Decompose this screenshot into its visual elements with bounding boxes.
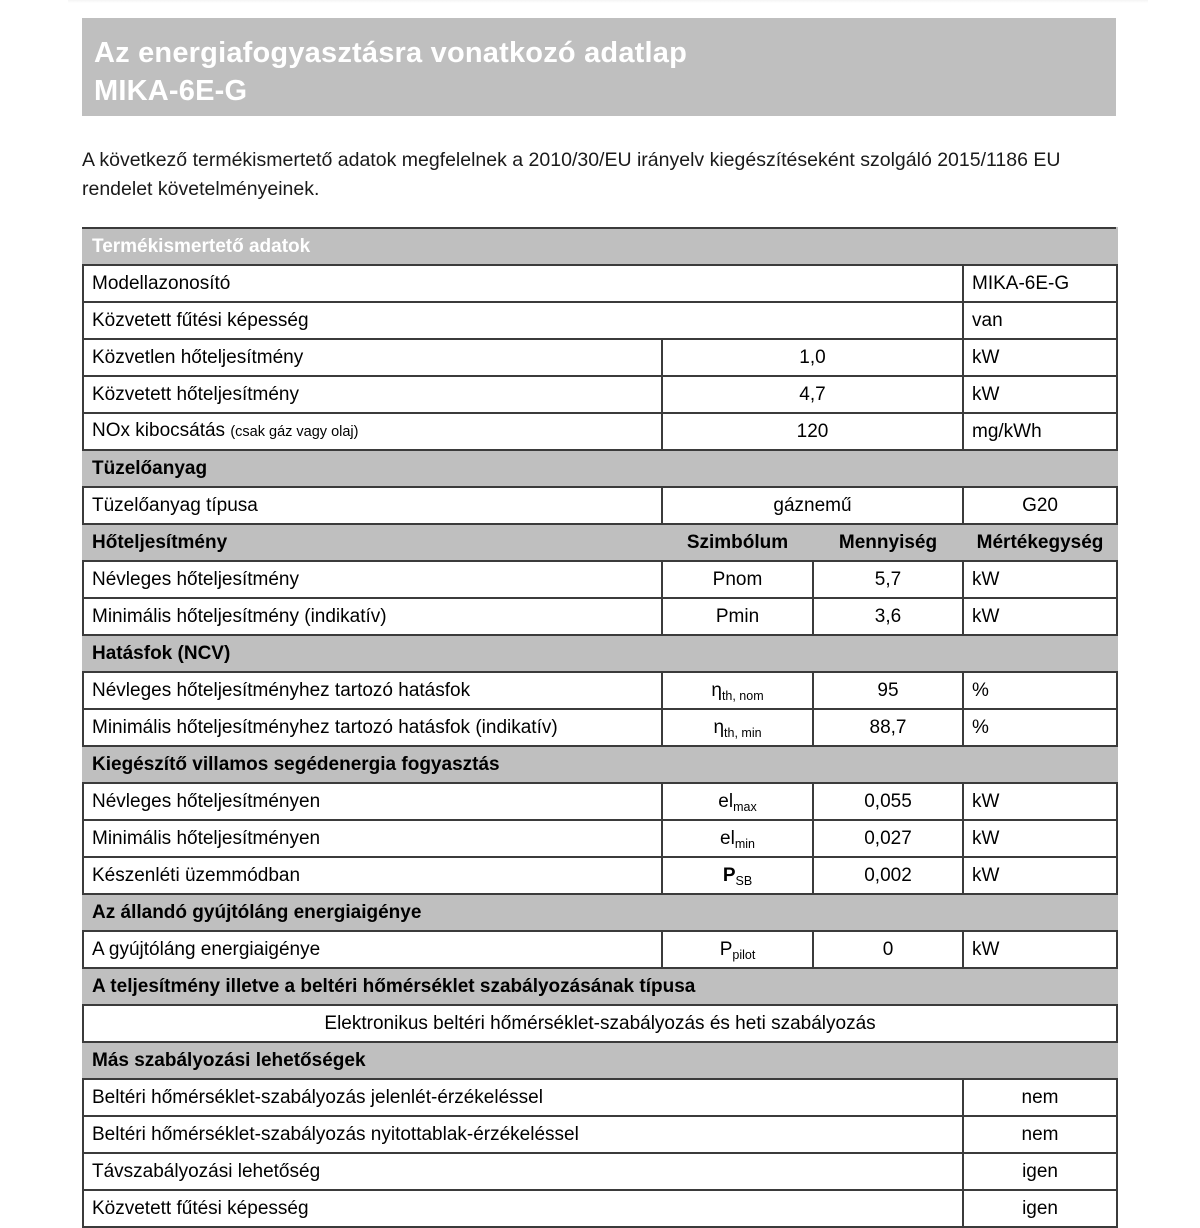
section-header-heat-output xyxy=(83,524,1117,561)
row-value-control-type: Elektronikus beltéri hőmérséklet-szabályozás és heti szabályozás xyxy=(83,1005,1117,1042)
symbol-base: η xyxy=(713,716,725,738)
section-title-product-info: Termékismertető adatok xyxy=(83,228,1117,265)
table-row xyxy=(83,598,1117,635)
row-quantity-pilot-energy: 0 xyxy=(813,931,963,968)
table-row xyxy=(83,783,1117,820)
table-row xyxy=(83,561,1117,598)
row-unit-el-minimum: kW xyxy=(963,820,1117,857)
table-row xyxy=(83,672,1117,709)
symbol-subscript: th, min xyxy=(724,725,762,740)
row-symbol-el-standby xyxy=(662,857,813,894)
model-name-title: MIKA-6E-G xyxy=(94,75,248,107)
row-unit-fuel-type: G20 xyxy=(963,487,1117,524)
row-label-nox-main: NOx kibocsátás xyxy=(92,420,226,441)
row-label-nox xyxy=(83,413,662,450)
row-quantity-nominal-output: 5,7 xyxy=(813,561,963,598)
table-row xyxy=(83,487,1117,524)
row-unit-nox: mg/kWh xyxy=(963,413,1117,450)
table-row xyxy=(83,1190,1117,1227)
symbol-base: P xyxy=(722,864,736,886)
row-symbol-eff-nominal xyxy=(662,672,813,709)
row-quantity-direct-heat-output: 1,0 xyxy=(662,339,963,376)
symbol-subscript: th, nom xyxy=(721,688,764,703)
page-top-edge xyxy=(68,0,1148,3)
row-symbol-minimum-output: Pmin xyxy=(662,598,813,635)
symbol-subscript: pilot xyxy=(732,947,756,962)
row-label-indirect-heating-capability: Közvetett fűtési képesség xyxy=(83,302,963,339)
row-unit-el-standby: kW xyxy=(963,857,1117,894)
section-header-fuel xyxy=(83,450,1117,487)
row-symbol-eff-minimum xyxy=(662,709,813,746)
table-row xyxy=(83,1116,1117,1153)
row-quantity-el-standby: 0,002 xyxy=(813,857,963,894)
row-value-model-id: MIKA-6E-G xyxy=(963,265,1117,302)
row-label-remote-control: Távszabályozási lehetőség xyxy=(83,1153,963,1190)
table-row xyxy=(83,1153,1117,1190)
section-header-control-type xyxy=(83,968,1117,1005)
row-label-el-minimum: Minimális hőteljesítményen xyxy=(83,820,662,857)
section-header-aux-electricity xyxy=(83,746,1117,783)
row-unit-eff-nominal: % xyxy=(963,672,1117,709)
row-quantity-el-nominal: 0,055 xyxy=(813,783,963,820)
table-row xyxy=(83,1005,1117,1042)
row-unit-minimum-output: kW xyxy=(963,598,1117,635)
section-title-aux-electricity: Kiegészítő villamos segédenergia fogyasztás xyxy=(83,746,1117,783)
table-row xyxy=(83,265,1117,302)
row-symbol-el-nominal xyxy=(662,783,813,820)
row-label-nominal-output: Névleges hőteljesítmény xyxy=(83,561,662,598)
row-label-model-id: Modellazonosító xyxy=(83,265,963,302)
symbol-base: el xyxy=(720,827,735,849)
row-value-open-window-detection: nem xyxy=(963,1116,1117,1153)
row-quantity-eff-nominal: 95 xyxy=(813,672,963,709)
section-title-other-controls: Más szabályozási lehetőségek xyxy=(83,1042,1117,1079)
section-title-control-type: A teljesítmény illetve a beltéri hőmérséklet szabályozásának típusa xyxy=(83,968,1117,1005)
document-title-banner xyxy=(82,18,1116,116)
row-unit-nominal-output: kW xyxy=(963,561,1117,598)
symbol-base: P xyxy=(719,938,733,960)
table-row xyxy=(83,302,1117,339)
symbol-subscript: max xyxy=(733,799,757,814)
row-label-direct-heat-output: Közvetlen hőteljesítmény xyxy=(83,339,662,376)
table-row xyxy=(83,820,1117,857)
table-row xyxy=(83,709,1117,746)
column-header-unit: Mértékegység xyxy=(963,524,1117,561)
row-label-indirect-heating: Közvetett fűtési képesség xyxy=(83,1190,963,1227)
page-title: Az energiafogyasztásra vonatkozó adatlap xyxy=(94,37,687,69)
row-value-presence-detection: nem xyxy=(963,1079,1117,1116)
section-header-efficiency xyxy=(83,635,1117,672)
row-label-nox-note: (csak gáz vagy olaj) xyxy=(230,424,359,440)
row-label-open-window-detection: Beltéri hőmérséklet-szabályozás nyitottablak-érzékeléssel xyxy=(83,1116,963,1153)
row-quantity-nox: 120 xyxy=(662,413,963,450)
row-label-eff-nominal: Névleges hőteljesítményhez tartozó hatásfok xyxy=(83,672,662,709)
row-value-remote-control: igen xyxy=(963,1153,1117,1190)
row-value-indirect-heating: igen xyxy=(963,1190,1117,1227)
row-unit-eff-minimum: % xyxy=(963,709,1117,746)
row-symbol-pilot-energy xyxy=(662,931,813,968)
row-symbol-el-minimum xyxy=(662,820,813,857)
row-label-fuel-type: Tüzelőanyag típusa xyxy=(83,487,662,524)
intro-paragraph: A következő termékismertető adatok megfelelnek a 2010/30/EU irányelv kiegészítéseként szolgáló 2015/1186 EU rendelet követelményeinek. xyxy=(82,149,1061,200)
row-label-minimum-output: Minimális hőteljesítmény (indikatív) xyxy=(83,598,662,635)
row-unit-pilot-energy: kW xyxy=(963,931,1117,968)
row-value-indirect-heating-capability: van xyxy=(963,302,1117,339)
row-quantity-indirect-heat-output: 4,7 xyxy=(662,376,963,413)
row-unit-direct-heat-output: kW xyxy=(963,339,1117,376)
symbol-base: el xyxy=(718,790,734,812)
row-symbol-nominal-output: Pnom xyxy=(662,561,813,598)
section-header-pilot-flame xyxy=(83,894,1117,931)
section-title-fuel: Tüzelőanyag xyxy=(83,450,1117,487)
column-header-symbol: Szimbólum xyxy=(662,524,813,561)
section-title-efficiency: Hatásfok (NCV) xyxy=(83,635,1117,672)
table-row xyxy=(83,339,1117,376)
row-unit-el-nominal: kW xyxy=(963,783,1117,820)
table-row xyxy=(83,1079,1117,1116)
section-title-pilot-flame: Az állandó gyújtóláng energiaigénye xyxy=(83,894,1117,931)
section-header-other-controls xyxy=(83,1042,1117,1079)
row-label-pilot-energy: A gyújtóláng energiaigénye xyxy=(83,931,662,968)
row-quantity-minimum-output: 3,6 xyxy=(813,598,963,635)
symbol-base: η xyxy=(711,679,722,701)
section-title-heat-output: Hőteljesítmény xyxy=(83,524,662,561)
row-quantity-el-minimum: 0,027 xyxy=(813,820,963,857)
row-label-presence-detection: Beltéri hőmérséklet-szabályozás jelenlét-érzékeléssel xyxy=(83,1079,963,1116)
section-header-product-info xyxy=(83,228,1117,265)
row-quantity-fuel-type: gáznemű xyxy=(662,487,963,524)
row-label-eff-minimum: Minimális hőteljesítményhez tartozó hatásfok (indikatív) xyxy=(83,709,662,746)
symbol-subscript: SB xyxy=(735,873,753,888)
row-quantity-eff-minimum: 88,7 xyxy=(813,709,963,746)
table-row xyxy=(83,413,1117,450)
table-row xyxy=(83,931,1117,968)
table-row xyxy=(83,857,1117,894)
column-header-quantity: Mennyiség xyxy=(813,524,963,561)
product-information-table xyxy=(82,227,1118,1228)
row-label-el-standby: Készenléti üzemmódban xyxy=(83,857,662,894)
symbol-subscript: min xyxy=(734,836,755,851)
table-row xyxy=(83,376,1117,413)
row-unit-indirect-heat-output: kW xyxy=(963,376,1117,413)
row-label-el-nominal: Névleges hőteljesítményen xyxy=(83,783,662,820)
row-label-indirect-heat-output: Közvetett hőteljesítmény xyxy=(83,376,662,413)
